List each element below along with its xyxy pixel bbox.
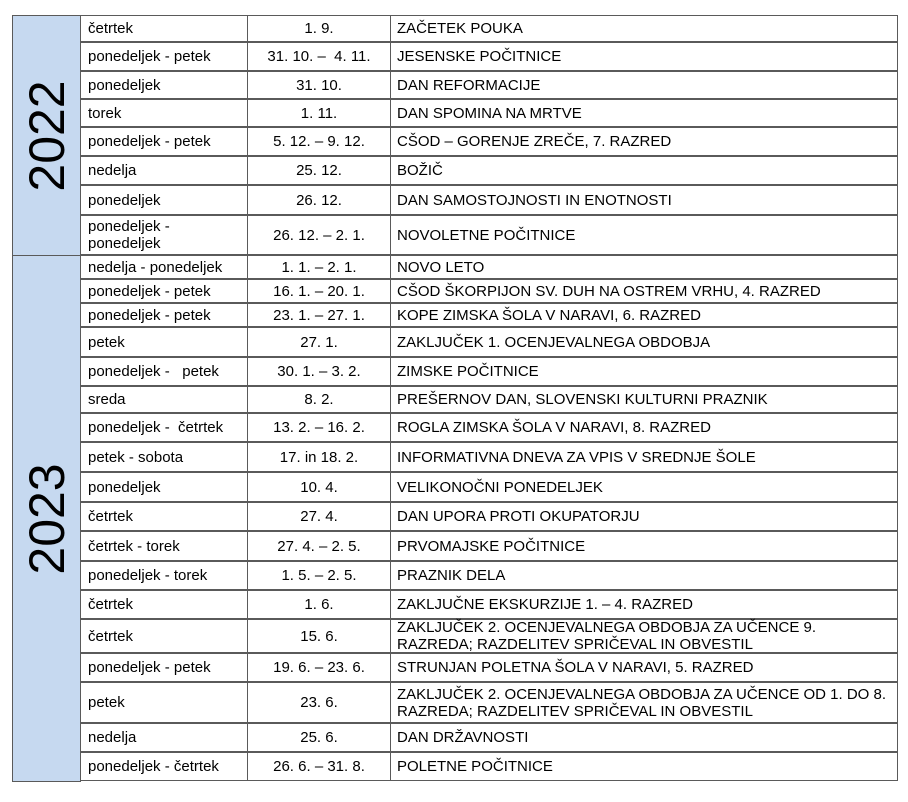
day-cell-text: ponedeljek - torek [88,567,208,584]
table-row [81,654,899,683]
table-row [81,157,899,186]
event-cell-text: DAN SAMOSTOJNOSTI IN ENOTNOSTI [397,191,672,209]
event-cell [390,386,898,413]
day-cell [80,42,248,71]
table-row [81,358,899,387]
event-cell [390,413,898,442]
day-cell-text: četrtek [88,627,134,645]
date-cell-text: 1. 11. [300,104,338,122]
table-row [81,216,899,256]
date-cell [247,413,391,442]
date-cell [247,357,391,386]
date-cell-text: 16. 1. – 20. 1. [273,282,365,300]
date-cell-text: 26. 6. – 31. 8. [273,758,365,775]
date-cell [247,15,391,42]
event-cell [390,472,898,502]
day-cell-text: četrtek [88,508,134,525]
event-cell [390,15,898,42]
event-cell-text: ZAKLJUČEK 1. OCENJEVALNEGA OBDOBJA [397,333,711,351]
event-cell-text: NOVOLETNE POČITNICE [397,226,576,244]
date-cell [247,185,391,215]
event-cell [390,357,898,386]
date-cell [247,590,391,619]
day-cell-text: petek [88,333,125,351]
table-row [81,100,899,128]
day-cell [80,590,248,619]
event-cell [390,215,898,255]
event-cell [390,279,898,303]
date-cell [247,99,391,127]
date-cell [247,156,391,185]
day-cell [80,15,248,42]
event-cell [390,502,898,531]
date-cell-text: 10. 4. [300,478,338,496]
event-cell-text: DAN SPOMINA NA MRTVE [397,104,582,122]
day-cell-text: ponedeljek - petek [88,133,211,150]
table-row [81,562,899,591]
event-cell-text: DAN UPORA PROTI OKUPATORJU [397,508,640,525]
event-cell-text: BOŽIČ [397,162,443,179]
date-cell [247,127,391,156]
event-cell [390,156,898,185]
table-row [81,443,899,473]
day-cell [80,413,248,442]
date-cell [247,723,391,752]
day-cell-text: nedelja [88,729,137,746]
day-cell [80,653,248,682]
table-row [81,414,899,443]
event-cell [390,327,898,357]
day-cell [80,279,248,303]
event-cell-text: PREŠERNOV DAN, SLOVENSKI KULTURNI PRAZNIK [397,391,768,408]
table-row [81,256,899,280]
day-cell-text: ponedeljek - petek [88,48,211,65]
year-text: 2023 [18,462,75,575]
day-cell [80,327,248,357]
day-cell [80,303,248,327]
table-row [81,280,899,304]
year-text: 2022 [18,79,75,192]
year-label-2023 [12,255,81,782]
date-cell [247,653,391,682]
date-cell-text: 26. 12. – 2. 1. [273,226,365,244]
day-cell-text: ponedeljek [88,191,161,209]
day-cell-text: ponedeljek - četrtek [88,419,224,436]
event-cell-text: VELIKONOČNI PONEDELJEK [397,478,603,496]
day-cell-text: petek - sobota [88,448,184,466]
table-row [81,186,899,216]
day-cell [80,723,248,752]
date-cell [247,531,391,561]
event-cell-text: KOPE ZIMSKA ŠOLA V NARAVI, 6. RAZRED [397,306,701,324]
date-cell-text: 1. 1. – 2. 1. [281,258,357,276]
table-row [81,304,899,328]
day-cell [80,442,248,472]
event-cell-text: ZAKLJUČEK 2. OCENJEVALNEGA OBDOBJA ZA UČENCE 9. RAZREDA; RAZDELITEV SPRIČEVAL IN OBVESTIL [397,619,821,653]
event-cell-text: PRAZNIK DELA [397,567,506,584]
date-cell-text: 25. 12. [296,162,342,179]
day-cell-text: sreda [88,391,126,408]
day-cell [80,531,248,561]
date-cell [247,752,391,781]
day-cell [80,71,248,99]
date-cell-text: 23. 1. – 27. 1. [273,306,365,324]
table-row [81,43,899,72]
table-row [81,532,899,562]
date-cell [247,303,391,327]
date-cell-text: 17. in 18. 2. [279,448,359,466]
event-cell-text: CŠOD – GORENJE ZREČE, 7. RAZRED [397,133,672,150]
day-cell-text: ponedeljek - četrtek [88,758,219,775]
date-cell [247,279,391,303]
day-cell [80,215,248,255]
date-cell [247,682,391,723]
date-cell [247,442,391,472]
event-cell [390,619,898,653]
day-cell-text: torek [88,104,122,122]
day-cell [80,185,248,215]
table-row [81,387,899,414]
table-row [81,72,899,100]
date-cell-text: 27. 1. [300,333,338,351]
table-row [81,724,899,753]
day-cell-text: ponedeljek - petek [88,282,211,300]
table-row [81,683,899,724]
event-cell-text: CŠOD ŠKORPIJON SV. DUH NA OSTREM VRHU, 4. RAZRED [397,282,821,300]
date-cell-text: 26. 12. [296,191,342,209]
day-cell-text: ponedeljek - ponedeljek [88,218,170,252]
date-cell-text: 23. 6. [300,694,338,711]
day-cell-text: ponedeljek [88,478,161,496]
event-cell [390,127,898,156]
table-row [81,503,899,532]
date-cell [247,502,391,531]
table-row [81,620,899,654]
event-cell [390,185,898,215]
event-cell-text: JESENSKE POČITNICE [397,48,562,65]
day-cell [80,255,248,279]
date-cell [247,619,391,653]
event-cell [390,99,898,127]
day-cell [80,682,248,723]
date-cell [247,561,391,590]
date-cell-text: 1. 9. [304,20,334,37]
date-cell-text: 25. 6. [300,729,338,746]
date-cell [247,472,391,502]
event-cell-text: PRVOMAJSKE POČITNICE [397,537,586,555]
school-calendar-table [12,16,899,791]
event-cell [390,255,898,279]
event-cell [390,42,898,71]
event-cell-text: INFORMATIVNA DNEVA ZA VPIS V SREDNJE ŠOLE [397,448,756,466]
event-cell [390,303,898,327]
event-cell-text: DAN DRŽAVNOSTI [397,729,529,746]
day-cell-text: ponedeljek [88,76,161,94]
day-cell-text: četrtek [88,20,134,37]
date-cell-text: 30. 1. – 3. 2. [277,363,361,380]
date-cell-text: 31. 10. [296,76,342,94]
event-cell-text: ZAKLJUČNE EKSKURZIJE 1. – 4. RAZRED [397,596,693,613]
date-cell-text: 1. 6. [304,596,334,613]
day-cell [80,619,248,653]
date-cell-text: 13. 2. – 16. 2. [273,419,365,436]
event-cell-text: ZIMSKE POČITNICE [397,363,539,380]
event-cell-text: NOVO LETO [397,258,485,276]
event-cell [390,682,898,723]
event-cell-text: POLETNE POČITNICE [397,758,553,775]
day-cell-text: nedelja [88,162,137,179]
day-cell [80,127,248,156]
day-cell [80,752,248,781]
date-cell [247,42,391,71]
date-cell [247,327,391,357]
table-row [81,591,899,620]
table-row [81,128,899,157]
day-cell-text: petek [88,694,125,711]
day-cell [80,99,248,127]
event-cell [390,752,898,781]
table-row [81,16,899,43]
date-cell-text: 27. 4. – 2. 5. [277,537,361,555]
event-cell-text: DAN REFORMACIJE [397,76,541,94]
date-cell [247,386,391,413]
event-cell-text: ZAKLJUČEK 2. OCENJEVALNEGA OBDOBJA ZA UČENCE OD 1. DO 8. RAZREDA; RAZDELITEV SPRIČEVAL IN OBVESTIL [397,685,891,720]
day-cell-text: ponedeljek - petek [88,659,211,676]
date-cell-text: 19. 6. – 23. 6. [273,659,365,676]
day-cell [80,357,248,386]
table-row [81,473,899,503]
date-cell [247,215,391,255]
date-cell-text: 15. 6. [300,627,338,645]
day-cell-text: ponedeljek - petek [88,363,219,380]
date-cell-text: 5. 12. – 9. 12. [273,133,365,150]
year-label-2022 [12,15,81,256]
day-cell [80,472,248,502]
event-cell-text: ZAČETEK POUKA [397,20,523,37]
event-cell [390,531,898,561]
table-row [81,753,899,782]
date-cell [247,71,391,99]
date-cell [247,255,391,279]
day-cell-text: četrtek - torek [88,537,180,555]
day-cell [80,561,248,590]
event-cell [390,653,898,682]
table-row [81,328,899,358]
event-cell [390,71,898,99]
day-cell-text: nedelja - ponedeljek [88,258,223,276]
event-cell-text: STRUNJAN POLETNA ŠOLA V NARAVI, 5. RAZRED [397,659,754,676]
date-cell-text: 1. 5. – 2. 5. [281,567,357,584]
date-cell-text: 8. 2. [304,391,334,408]
day-cell [80,502,248,531]
date-cell-text: 27. 4. [300,508,338,525]
event-cell [390,561,898,590]
event-cell [390,723,898,752]
event-cell-text: ROGLA ZIMSKA ŠOLA V NARAVI, 8. RAZRED [397,419,711,436]
day-cell-text: ponedeljek - petek [88,306,211,324]
event-cell [390,442,898,472]
event-cell [390,590,898,619]
day-cell [80,386,248,413]
day-cell-text: četrtek [88,596,134,613]
day-cell [80,156,248,185]
date-cell-text: 31. 10. – 4. 11. [267,48,371,65]
